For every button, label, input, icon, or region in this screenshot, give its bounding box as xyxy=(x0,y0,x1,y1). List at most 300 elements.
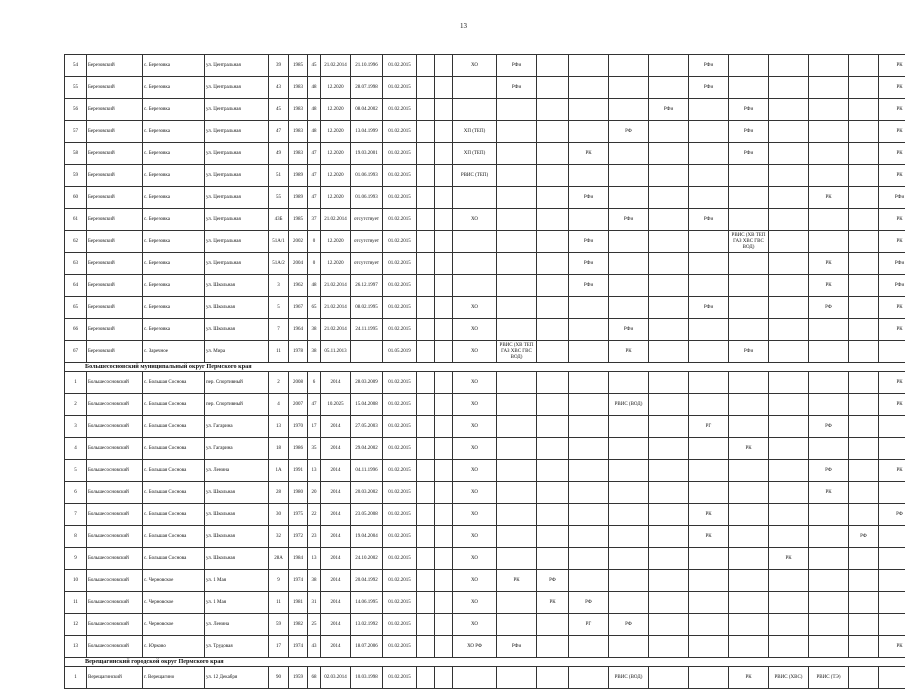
table-cell xyxy=(729,187,769,209)
table-cell: 12.2020 xyxy=(321,253,351,275)
table-cell xyxy=(417,77,435,99)
table-cell: 12.2020 xyxy=(321,187,351,209)
table-cell xyxy=(769,394,809,416)
table-cell xyxy=(609,592,649,614)
table-cell: 20.04.1992 xyxy=(351,570,383,592)
table-cell xyxy=(417,187,435,209)
table-cell: 01.02.2015 xyxy=(383,438,417,460)
table-cell: с. Заречное xyxy=(143,341,205,363)
table-cell xyxy=(609,548,649,570)
table-cell: 31 xyxy=(308,592,321,614)
table-cell: ул. 1 Мая xyxy=(205,570,269,592)
table-cell xyxy=(435,121,453,143)
table-cell: 28 xyxy=(269,482,289,504)
table-cell xyxy=(497,209,537,231)
table-cell: 1 xyxy=(65,667,87,689)
table-cell: ул. Центральная xyxy=(205,99,269,121)
table-cell xyxy=(689,341,729,363)
table-cell: 6 xyxy=(308,372,321,394)
table-cell xyxy=(689,570,729,592)
table-cell: с. Березовка xyxy=(143,297,205,319)
table-cell: РФи xyxy=(879,275,905,297)
table-cell: Березовский xyxy=(87,187,143,209)
table-cell xyxy=(435,187,453,209)
table-row xyxy=(65,570,905,592)
table-cell: 01.02.2015 xyxy=(383,187,417,209)
table-cell xyxy=(649,143,689,165)
table-cell: ул. Школьная xyxy=(205,297,269,319)
table-cell: 6 xyxy=(65,482,87,504)
table-cell: 45 xyxy=(269,99,289,121)
table-cell: 1967 xyxy=(289,297,308,319)
table-cell xyxy=(497,121,537,143)
table-cell: с. Березовка xyxy=(143,209,205,231)
table-cell: Березовский xyxy=(87,55,143,77)
table-cell: Большесосновский xyxy=(87,526,143,548)
table-cell xyxy=(769,99,809,121)
table-row xyxy=(65,297,905,319)
table-cell: 19.04.2004 xyxy=(351,526,383,548)
table-cell xyxy=(649,121,689,143)
table-cell xyxy=(689,121,729,143)
table-cell xyxy=(649,341,689,363)
table-cell: 01.02.2015 xyxy=(383,504,417,526)
table-cell xyxy=(649,570,689,592)
housing-registry-table xyxy=(64,54,905,689)
table-cell xyxy=(729,570,769,592)
table-cell xyxy=(729,319,769,341)
table-cell: РФи xyxy=(729,99,769,121)
table-cell xyxy=(609,297,649,319)
table-cell xyxy=(537,460,569,482)
table-cell: 39 xyxy=(269,55,289,77)
table-cell xyxy=(849,165,879,187)
table-cell xyxy=(435,504,453,526)
table-cell: ХО xyxy=(453,416,497,438)
table-cell: ХО xyxy=(453,394,497,416)
table-cell xyxy=(769,526,809,548)
table-cell xyxy=(769,187,809,209)
table-cell xyxy=(769,55,809,77)
table-cell: 1989 xyxy=(289,187,308,209)
table-cell xyxy=(649,55,689,77)
table-cell: 12.2020 xyxy=(321,121,351,143)
table-cell: 43 xyxy=(308,636,321,658)
table-cell: с. Березовка xyxy=(143,319,205,341)
table-cell xyxy=(769,341,809,363)
table-cell xyxy=(417,319,435,341)
table-cell: Большесосновский xyxy=(87,504,143,526)
table-cell xyxy=(435,460,453,482)
table-cell xyxy=(879,526,905,548)
table-cell: 10 xyxy=(65,570,87,592)
table-cell xyxy=(569,55,609,77)
table-cell xyxy=(649,187,689,209)
table-cell xyxy=(849,438,879,460)
table-cell xyxy=(729,482,769,504)
table-cell xyxy=(569,416,609,438)
table-cell: 1964 xyxy=(289,319,308,341)
table-cell xyxy=(497,165,537,187)
table-cell xyxy=(435,614,453,636)
table-cell xyxy=(849,416,879,438)
table-cell: 12 xyxy=(65,614,87,636)
table-cell: РК xyxy=(729,438,769,460)
table-cell xyxy=(769,275,809,297)
table-cell xyxy=(769,482,809,504)
table-cell: 0 xyxy=(308,231,321,253)
table-cell: РФи xyxy=(497,636,537,658)
table-cell xyxy=(879,341,905,363)
table-cell xyxy=(729,275,769,297)
table-cell: РВИС (ВОД) xyxy=(609,394,649,416)
table-cell: Березовский xyxy=(87,253,143,275)
table-cell: 1981 xyxy=(289,592,308,614)
table-cell: ул. Центральная xyxy=(205,231,269,253)
table-cell: ул. Центральная xyxy=(205,143,269,165)
table-cell xyxy=(769,570,809,592)
table-cell xyxy=(849,341,879,363)
table-cell xyxy=(649,231,689,253)
table-cell xyxy=(569,319,609,341)
table-cell: Березовский xyxy=(87,319,143,341)
table-cell: 24.11.1995 xyxy=(351,319,383,341)
table-cell: РФ xyxy=(809,416,849,438)
table-cell xyxy=(879,548,905,570)
table-body xyxy=(65,55,905,689)
table-cell: 0 xyxy=(308,253,321,275)
table-cell xyxy=(769,438,809,460)
table-row xyxy=(65,275,905,297)
table-cell xyxy=(435,394,453,416)
table-cell: 1983 xyxy=(289,77,308,99)
table-cell xyxy=(569,526,609,548)
table-cell: 17 xyxy=(269,636,289,658)
table-cell: РК xyxy=(879,55,905,77)
table-cell: Березовский xyxy=(87,275,143,297)
table-cell xyxy=(809,504,849,526)
table-cell: ул. Школьная xyxy=(205,504,269,526)
table-cell: 51 xyxy=(269,165,289,187)
table-cell xyxy=(537,77,569,99)
table-row xyxy=(65,55,905,77)
table-cell: 01.02.2015 xyxy=(383,372,417,394)
table-cell xyxy=(879,438,905,460)
table-cell: 01.02.2015 xyxy=(383,55,417,77)
table-cell xyxy=(849,99,879,121)
table-cell: 01.02.2015 xyxy=(383,570,417,592)
table-cell: РК xyxy=(569,143,609,165)
table-cell: 01.02.2015 xyxy=(383,592,417,614)
table-cell: РК xyxy=(689,504,729,526)
table-cell xyxy=(537,636,569,658)
table-row xyxy=(65,165,905,187)
table-cell xyxy=(537,416,569,438)
table-cell: с. Березовка xyxy=(143,77,205,99)
table-cell: 01.02.2015 xyxy=(383,482,417,504)
table-cell xyxy=(689,636,729,658)
table-cell xyxy=(537,372,569,394)
table-cell xyxy=(569,636,609,658)
table-cell xyxy=(769,143,809,165)
table-cell xyxy=(417,460,435,482)
table-cell: ХО xyxy=(453,460,497,482)
table-cell xyxy=(809,372,849,394)
table-cell: с. Большая Соснова xyxy=(143,460,205,482)
table-cell xyxy=(809,231,849,253)
table-cell xyxy=(417,592,435,614)
table-cell: ХО xyxy=(453,438,497,460)
table-cell xyxy=(769,460,809,482)
table-cell: 2014 xyxy=(321,548,351,570)
table-cell: ул. Трудовая xyxy=(205,636,269,658)
table-cell: 28.07.1998 xyxy=(351,77,383,99)
table-cell: с. Большая Соснова xyxy=(143,548,205,570)
table-cell: 27.05.2003 xyxy=(351,416,383,438)
table-cell: 3 xyxy=(65,416,87,438)
table-cell: РК xyxy=(879,460,905,482)
table-cell xyxy=(435,297,453,319)
table-cell: 1986 xyxy=(289,438,308,460)
table-cell: 59 xyxy=(65,165,87,187)
table-cell: ул. Центральная xyxy=(205,187,269,209)
table-cell: 1983 xyxy=(289,143,308,165)
section-header-row xyxy=(65,658,905,667)
table-cell: 3 xyxy=(269,275,289,297)
table-cell xyxy=(729,526,769,548)
table-cell xyxy=(497,394,537,416)
table-cell: РФ xyxy=(849,526,879,548)
table-cell: РГ xyxy=(689,416,729,438)
table-cell: РФ xyxy=(609,614,649,636)
table-cell: 12.2020 xyxy=(321,77,351,99)
table-cell xyxy=(417,341,435,363)
table-cell: РК xyxy=(879,143,905,165)
table-cell: РФи xyxy=(689,297,729,319)
table-cell: с. Большая Соснова xyxy=(143,504,205,526)
table-cell xyxy=(435,319,453,341)
table-row xyxy=(65,341,905,363)
table-cell xyxy=(417,438,435,460)
table-cell: ул. Центральная xyxy=(205,253,269,275)
table-cell xyxy=(849,548,879,570)
table-cell xyxy=(849,77,879,99)
table-cell: 48 xyxy=(308,77,321,99)
table-cell xyxy=(569,341,609,363)
table-cell xyxy=(689,253,729,275)
table-cell: 28.03.2009 xyxy=(351,372,383,394)
table-cell xyxy=(537,482,569,504)
table-cell xyxy=(809,121,849,143)
table-row xyxy=(65,548,905,570)
table-cell: 47 xyxy=(308,143,321,165)
table-cell xyxy=(569,372,609,394)
table-cell: с. Березовка xyxy=(143,253,205,275)
table-cell: ХО xyxy=(453,341,497,363)
table-cell: 1983 xyxy=(289,99,308,121)
table-cell xyxy=(729,504,769,526)
table-cell: РФи xyxy=(689,55,729,77)
table-cell: РК xyxy=(497,570,537,592)
table-cell xyxy=(569,482,609,504)
table-cell: 49 xyxy=(269,143,289,165)
table-cell: РФи xyxy=(729,341,769,363)
section-header-row xyxy=(65,363,905,372)
table-row xyxy=(65,667,905,689)
table-cell: 25 xyxy=(308,614,321,636)
table-cell xyxy=(729,614,769,636)
table-cell xyxy=(649,548,689,570)
table-cell: РК xyxy=(879,231,905,253)
table-cell: РК xyxy=(879,121,905,143)
table-cell xyxy=(609,438,649,460)
table-cell xyxy=(849,482,879,504)
table-cell: 28А xyxy=(269,548,289,570)
table-cell xyxy=(609,636,649,658)
table-cell: 10.03.1998 xyxy=(351,667,383,689)
table-cell: Большесосновский xyxy=(87,592,143,614)
table-cell xyxy=(849,297,879,319)
table-cell xyxy=(769,416,809,438)
table-cell: 65 xyxy=(65,297,87,319)
table-cell xyxy=(649,275,689,297)
table-cell xyxy=(417,121,435,143)
table-cell: 1983 xyxy=(289,121,308,143)
table-cell: 11 xyxy=(269,341,289,363)
table-cell: Большесосновский xyxy=(87,548,143,570)
table-cell xyxy=(809,526,849,548)
table-cell xyxy=(435,438,453,460)
table-cell xyxy=(435,526,453,548)
table-cell: 12.2020 xyxy=(321,99,351,121)
table-cell xyxy=(609,99,649,121)
table-cell xyxy=(849,667,879,689)
table-cell: 13 xyxy=(308,460,321,482)
table-cell: 21.10.1996 xyxy=(351,55,383,77)
table-cell xyxy=(435,548,453,570)
table-cell xyxy=(849,372,879,394)
table-row xyxy=(65,372,905,394)
table-cell: ХО xyxy=(453,319,497,341)
table-cell xyxy=(417,526,435,548)
table-cell xyxy=(809,209,849,231)
table-cell: 1А xyxy=(269,460,289,482)
table-cell xyxy=(497,482,537,504)
table-cell: 2 xyxy=(269,372,289,394)
table-cell xyxy=(537,319,569,341)
table-cell: 13 xyxy=(65,636,87,658)
table-cell: 12.2020 xyxy=(321,165,351,187)
table-cell: 54 xyxy=(65,55,87,77)
table-cell xyxy=(435,372,453,394)
table-cell xyxy=(453,253,497,275)
table-cell: 18 xyxy=(269,438,289,460)
table-cell: 2008 xyxy=(289,372,308,394)
table-cell: 2007 xyxy=(289,394,308,416)
table-row xyxy=(65,253,905,275)
table-cell xyxy=(435,143,453,165)
table-cell: 2004 xyxy=(289,253,308,275)
table-cell: 1 xyxy=(65,372,87,394)
table-cell: 22 xyxy=(308,504,321,526)
table-cell: РФи xyxy=(879,253,905,275)
table-cell: РВИС (ХВС) xyxy=(769,667,809,689)
table-cell: 38 xyxy=(308,570,321,592)
table-cell: РГ xyxy=(569,614,609,636)
table-row xyxy=(65,504,905,526)
table-cell xyxy=(809,165,849,187)
table-cell xyxy=(849,209,879,231)
table-cell: 21.02.2014 xyxy=(321,275,351,297)
table-cell: 13.02.1992 xyxy=(351,614,383,636)
table-cell: отсутствует xyxy=(351,253,383,275)
table-cell: РФи xyxy=(497,77,537,99)
table-cell xyxy=(649,504,689,526)
table-cell: ул. 1 Мая xyxy=(205,592,269,614)
table-cell: РК xyxy=(809,482,849,504)
table-cell: РК xyxy=(879,209,905,231)
table-cell xyxy=(537,121,569,143)
table-cell xyxy=(609,416,649,438)
table-row xyxy=(65,460,905,482)
table-cell xyxy=(649,526,689,548)
table-cell xyxy=(435,636,453,658)
table-cell: 29.04.2002 xyxy=(351,438,383,460)
table-cell xyxy=(649,592,689,614)
table-cell xyxy=(729,55,769,77)
table-cell: РК xyxy=(809,275,849,297)
table-cell: 08.02.1995 xyxy=(351,297,383,319)
table-cell: Березовский xyxy=(87,99,143,121)
table-cell xyxy=(435,416,453,438)
table-cell xyxy=(689,372,729,394)
table-row xyxy=(65,614,905,636)
table-cell: 58 xyxy=(65,143,87,165)
table-cell xyxy=(769,253,809,275)
table-cell: ХО xyxy=(453,570,497,592)
table-cell: 90 xyxy=(269,667,289,689)
table-cell: 37 xyxy=(308,209,321,231)
table-cell: 20.03.2002 xyxy=(351,482,383,504)
table-cell xyxy=(569,460,609,482)
table-cell: Большесосновский xyxy=(87,614,143,636)
table-cell xyxy=(689,460,729,482)
table-cell: РК xyxy=(537,592,569,614)
table-cell xyxy=(417,570,435,592)
table-cell: ул. Ленина xyxy=(205,460,269,482)
table-cell xyxy=(609,526,649,548)
table-cell xyxy=(609,460,649,482)
table-cell: 38 xyxy=(308,341,321,363)
table-cell: 01.02.2015 xyxy=(383,416,417,438)
table-cell: г. Верещагино xyxy=(143,667,205,689)
table-cell: 59 xyxy=(269,614,289,636)
table-cell: РК xyxy=(879,394,905,416)
table-cell xyxy=(879,416,905,438)
table-cell: 21.02.2014 xyxy=(321,297,351,319)
table-cell: 1962 xyxy=(289,275,308,297)
table-cell xyxy=(569,667,609,689)
table-cell: с. Черновское xyxy=(143,592,205,614)
table-cell: 01.02.2015 xyxy=(383,460,417,482)
table-cell: 13 xyxy=(269,416,289,438)
table-cell: ул. Гагарина xyxy=(205,438,269,460)
table-cell: 21.02.2014 xyxy=(321,55,351,77)
table-cell: Березовский xyxy=(87,77,143,99)
table-cell: ул. Гагарина xyxy=(205,416,269,438)
table-cell: с. Большая Соснова xyxy=(143,372,205,394)
table-cell: 61 xyxy=(65,209,87,231)
